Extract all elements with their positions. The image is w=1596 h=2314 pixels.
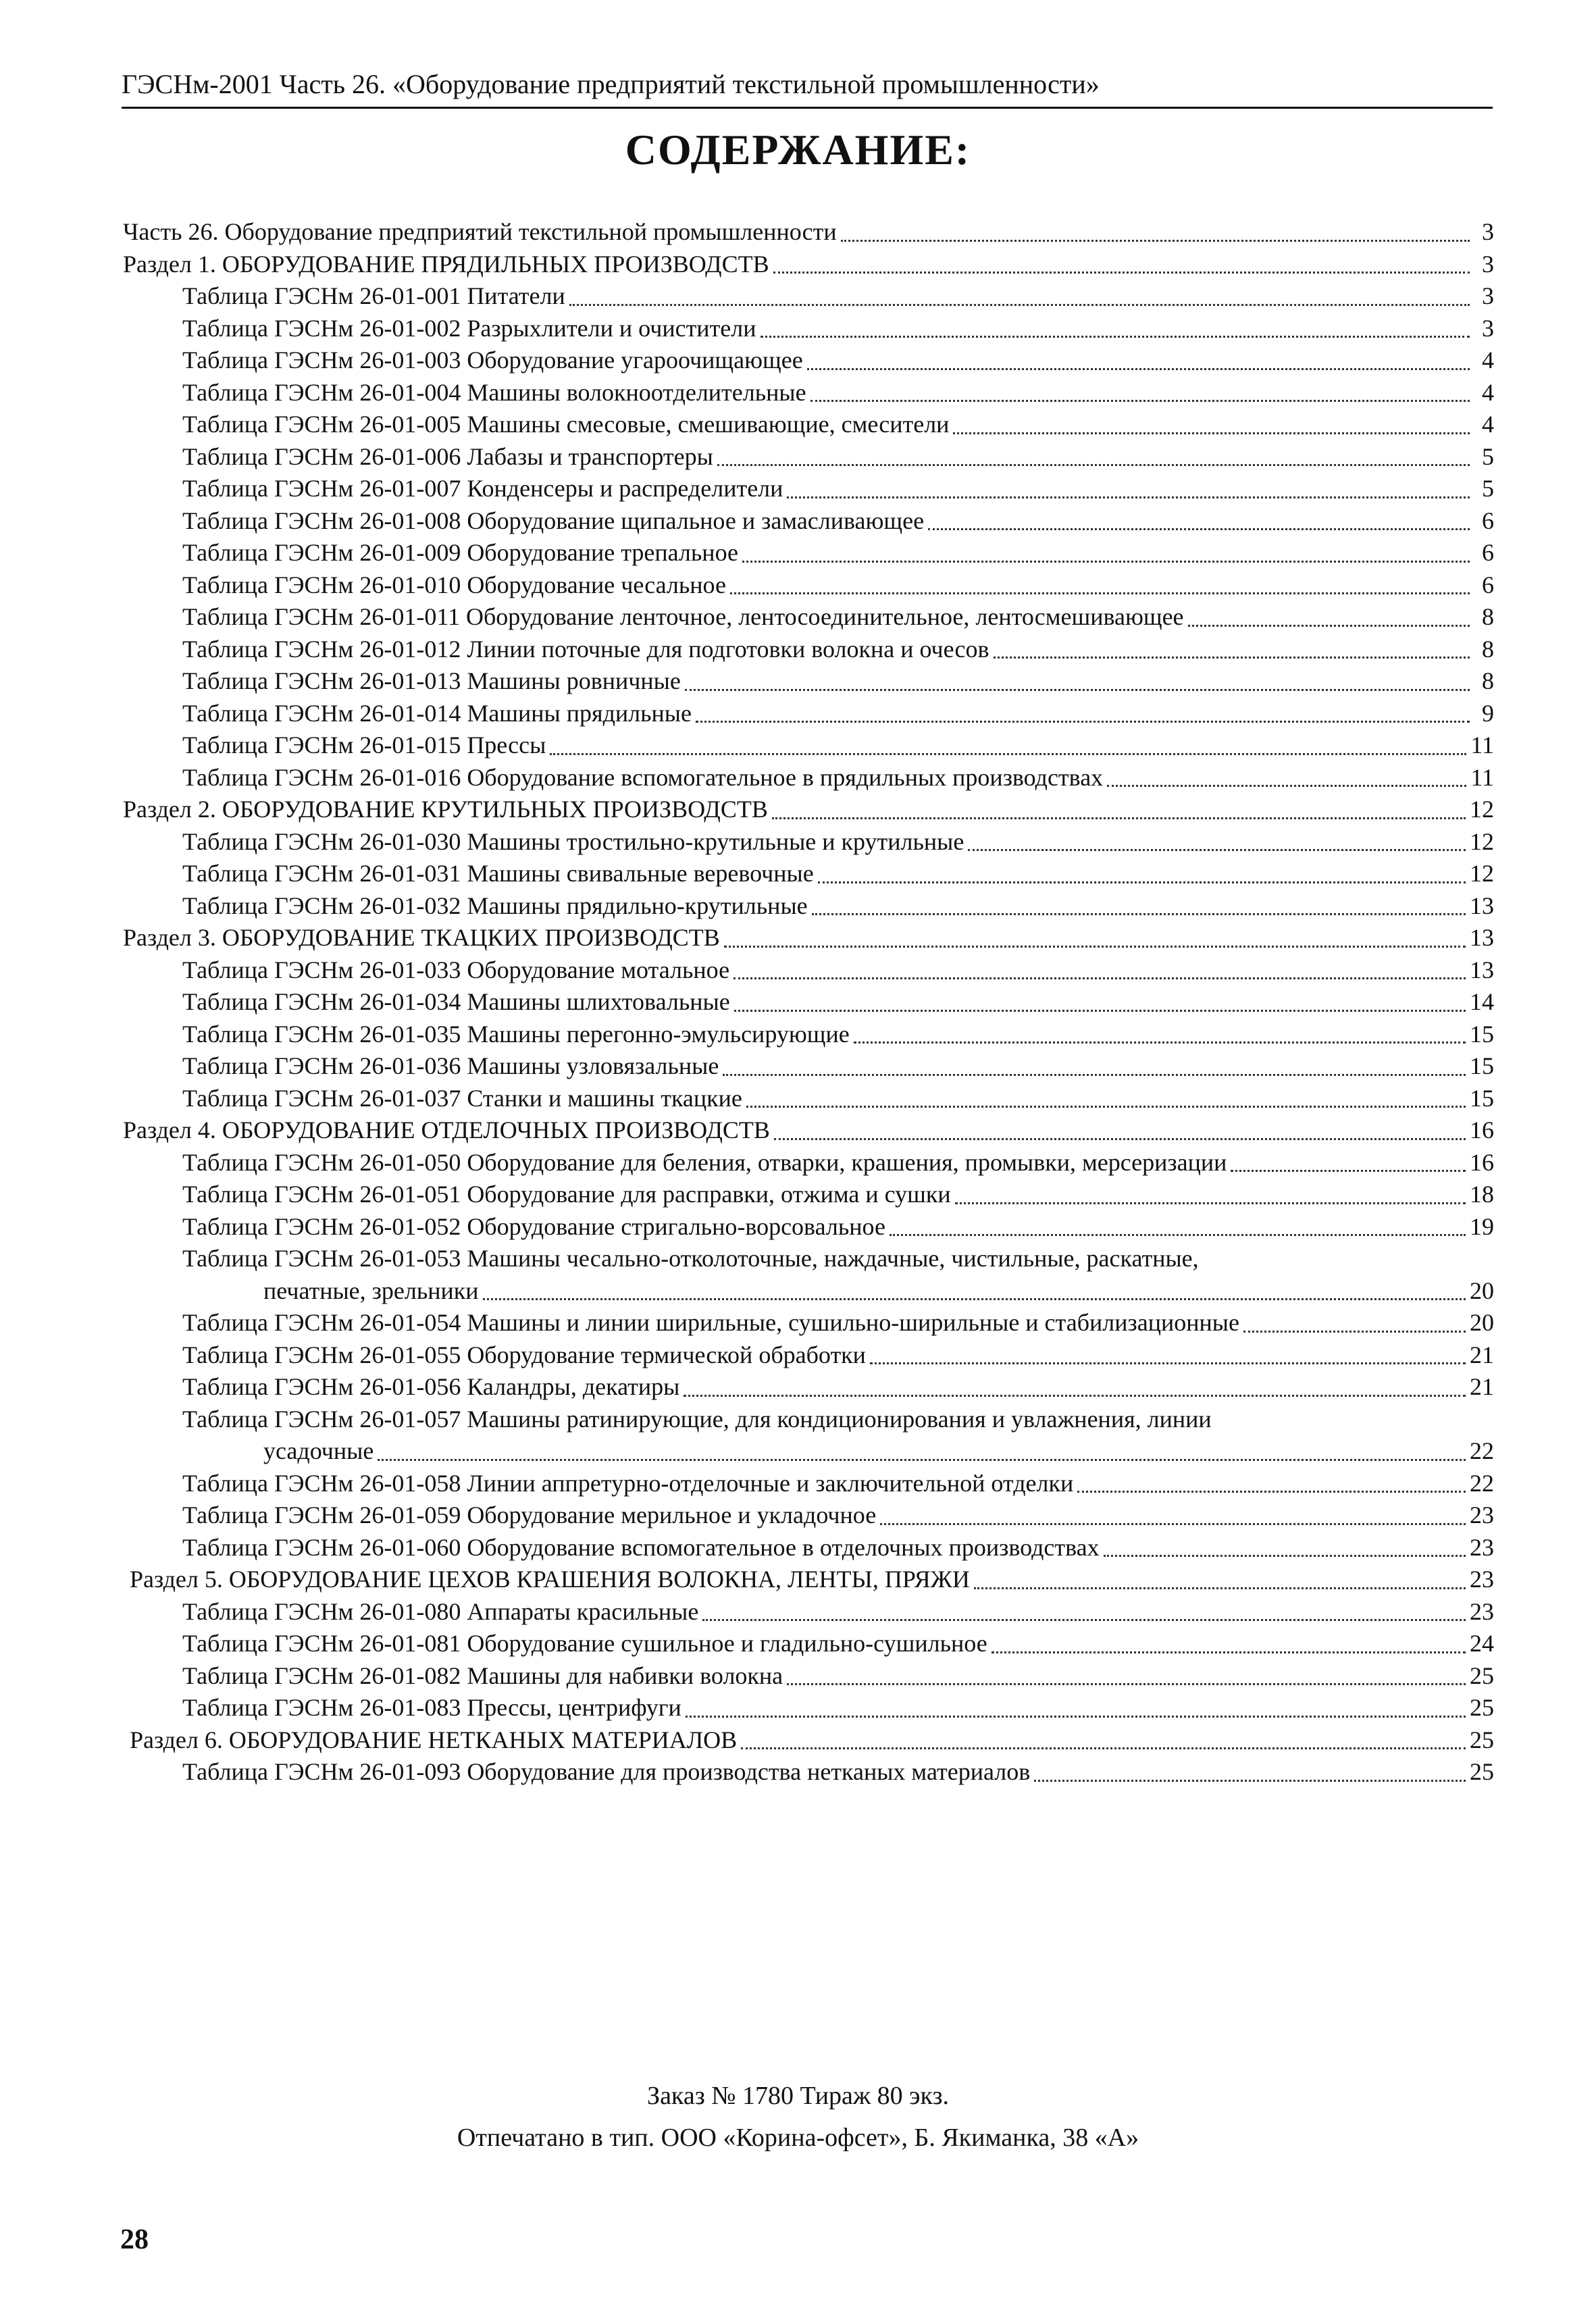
toc-entry-text: Таблица ГЭСНм 26-01-012 Линии поточные для подготовки волокна и очесов [182,635,989,663]
toc-entry-text: Таблица ГЭСНм 26-01-052 Оборудование стригально-ворсовальное [182,1212,885,1240]
dot-leader [807,368,1470,370]
toc-entry[interactable] [123,858,1494,890]
dot-leader [685,689,1470,691]
toc-entry-text: Таблица ГЭСНм 26-01-083 Прессы, центрифуги [182,1694,681,1721]
toc-entry-text: Таблица ГЭСНм 26-01-081 Оборудование сушильное и гладильно-сушильное [182,1630,987,1657]
toc-entry-text: Таблица ГЭСНм 26-01-036 Машины узловязальные [182,1052,719,1079]
dot-leader [928,528,1470,530]
toc-page-number: 12 [1470,860,1494,887]
toc-page-number: 15 [1470,1084,1494,1112]
dot-leader [1231,1170,1466,1172]
dot-leader [696,721,1470,723]
toc-page-number: 5 [1482,442,1494,470]
toc-page-number: 6 [1482,539,1494,566]
toc-page-number: 20 [1470,1309,1494,1336]
toc-entry-text: Раздел 4. ОБОРУДОВАНИЕ ОТДЕЛОЧНЫХ ПРОИЗВОДСТВ [123,1116,770,1143]
toc-entry[interactable] [123,1756,1494,1789]
toc-entry[interactable] [123,537,1494,569]
toc-section-entry[interactable] [123,1114,1494,1147]
toc-page-number: 6 [1482,507,1494,534]
toc-page-number: 20 [1470,1277,1494,1304]
toc-page-number: 16 [1470,1148,1494,1176]
toc-page-number: 15 [1470,1052,1494,1079]
dot-leader [1188,625,1470,627]
dot-leader [992,1651,1466,1653]
toc-entry-text: Таблица ГЭСНм 26-01-058 Линии аппретурно-отделочные и заключительной отделки [182,1469,1074,1497]
dot-leader [787,496,1470,498]
toc-page-number: 25 [1470,1726,1494,1753]
toc-page-number: 8 [1482,667,1494,694]
toc-entry-text: Таблица ГЭСНм 26-01-060 Оборудование вспомогательное в отделочных производствах [182,1533,1100,1561]
toc-page-number: 19 [1470,1212,1494,1240]
toc-page-number: 8 [1482,635,1494,663]
dot-leader [955,1202,1466,1204]
toc-page-number: 23 [1470,1566,1494,1593]
dot-leader [810,400,1470,402]
toc-entry-text: Таблица ГЭСНм 26-01-031 Машины свивальные веревочные [182,860,814,887]
toc-entry[interactable] [123,890,1494,923]
toc-entry[interactable] [123,1019,1494,1051]
page-number: 28 [120,2224,149,2255]
toc-entry[interactable] [123,665,1494,698]
toc-entry[interactable] [123,1050,1494,1083]
toc-entry-text: Таблица ГЭСНм 26-01-008 Оборудование щипальное и замасливающее [182,507,925,534]
toc-entry-text: Раздел 3. ОБОРУДОВАНИЕ ТКАЦКИХ ПРОИЗВОДСТВ [123,924,720,951]
toc-entry-text: Таблица ГЭСНм 26-01-055 Оборудование термической обработки [182,1341,866,1368]
toc-entry[interactable] [123,473,1494,505]
toc-entry-text: Таблица ГЭСНм 26-01-002 Разрыхлители и очистители [182,314,756,342]
toc-page-number: 13 [1470,956,1494,983]
dot-leader [686,1716,1466,1718]
toc-entry[interactable] [123,1499,1494,1532]
toc-page-number: 14 [1470,988,1494,1015]
running-title: ГЭСНм-2001 Часть 26. «Оборудование предприятий текстильной промышленности» [122,69,1100,99]
toc-page-number: 13 [1470,924,1494,951]
toc-entry-text: Таблица ГЭСНм 26-01-010 Оборудование чесальное [182,571,726,598]
dot-leader [1104,1555,1466,1557]
dot-leader [1034,1780,1466,1782]
dot-leader [1077,1491,1466,1493]
toc-entry-text: Таблица ГЭСНм 26-01-004 Машины волокноотделительные [182,378,806,406]
toc-page-number: 16 [1470,1116,1494,1143]
dot-leader [994,657,1470,659]
toc-entry-text: Таблица ГЭСНм 26-01-009 Оборудование трепальное [182,539,738,566]
toc-section-entry[interactable] [123,249,1494,281]
toc-page-number: 23 [1470,1533,1494,1561]
toc-entry-text: Таблица ГЭСНм 26-01-003 Оборудование угароочищающее [182,346,803,374]
toc-entry[interactable] [123,698,1494,730]
toc-page-number: 24 [1470,1630,1494,1657]
toc-entry-text: Таблица ГЭСНм 26-01-006 Лабазы и транспортеры [182,442,713,470]
dot-leader [723,1074,1466,1076]
dot-leader [1107,785,1466,787]
dot-leader [550,753,1466,755]
toc-page-number: 25 [1470,1758,1494,1785]
toc-page-number: 23 [1470,1597,1494,1625]
toc-entry-text: Таблица ГЭСНм 26-01-051 Оборудование для расправки, отжима и сушки [182,1181,951,1208]
toc-entry[interactable] [123,762,1494,794]
toc-entry[interactable] [123,729,1494,762]
toc-page-number: 18 [1470,1181,1494,1208]
dot-leader [772,817,1466,819]
toc-page-number: 25 [1470,1662,1494,1689]
dot-leader [761,336,1470,338]
toc-entry-text: Таблица ГЭСНм 26-01-056 Каландры, декатиры [182,1373,680,1400]
toc-entry-text: Раздел 2. ОБОРУДОВАНИЕ КРУТИЛЬНЫХ ПРОИЗВОДСТВ [123,796,768,823]
toc-entry[interactable] [123,1596,1494,1628]
toc-entry-text: Таблица ГЭСНм 26-01-093 Оборудование для производства нетканых материалов [182,1758,1031,1785]
toc-entry-text: Раздел 5. ОБОРУДОВАНИЕ ЦЕХОВ КРАШЕНИЯ ВОЛОКНА, ЛЕНТЫ, ПРЯЖИ [130,1566,970,1593]
toc-entry[interactable] [123,377,1494,409]
toc-page-number: 5 [1482,475,1494,502]
toc-entry[interactable] [123,1660,1494,1693]
toc-page-number: 22 [1470,1469,1494,1497]
toc-page-number: 4 [1482,411,1494,438]
dot-leader [841,240,1470,242]
toc-entry[interactable] [123,1532,1494,1564]
toc-page-number: 21 [1470,1341,1494,1368]
dot-leader [730,592,1470,594]
toc-entry[interactable] [123,1211,1494,1243]
dot-leader [953,432,1470,434]
toc-page-number: 23 [1470,1501,1494,1528]
toc-entry-text: Таблица ГЭСНм 26-01-007 Конденсеры и распределители [182,475,783,502]
dot-leader [741,1747,1466,1749]
dot-leader [684,1395,1466,1397]
dot-leader [742,561,1470,563]
toc-entry[interactable] [123,505,1494,538]
toc-entry-text: Таблица ГЭСНм 26-01-034 Машины шлихтовальные [182,988,730,1015]
page-title: СОДЕРЖАНИЕ: [625,126,971,174]
toc-page-number: 3 [1482,218,1494,245]
toc-entry-text: Таблица ГЭСНм 26-01-053 Машины чесально-отколоточные, наждачные, чистильные, раскатные, [182,1245,1199,1272]
toc-entry-text: Таблица ГЭСНм 26-01-013 Машины ровничные [182,667,681,694]
toc-entry-text: Таблица ГЭСНм 26-01-082 Машины для набивки волокна [182,1662,783,1689]
dot-leader [569,304,1470,306]
toc-page-number: 12 [1470,796,1494,823]
toc-entry-text-continued: усадочные [263,1437,374,1464]
toc-entry-text: Раздел 6. ОБОРУДОВАНИЕ НЕТКАНЫХ МАТЕРИАЛОВ [130,1726,738,1753]
toc-entry[interactable] [123,1307,1494,1339]
toc-page-number: 3 [1482,250,1494,278]
toc-entry-text: Таблица ГЭСНм 26-01-059 Оборудование мерильное и укладочное [182,1501,877,1528]
dot-leader [774,1138,1466,1140]
toc-section-entry[interactable] [123,1724,1494,1757]
toc-page-number: 12 [1470,827,1494,855]
dot-leader [734,1010,1466,1012]
toc-entry[interactable] [123,1179,1494,1211]
toc-entry[interactable] [123,1468,1494,1500]
toc-page-number: 25 [1470,1694,1494,1721]
table-of-contents [123,216,1494,1789]
dot-leader [974,1587,1466,1589]
toc-entry[interactable] [123,1404,1494,1468]
toc-page-number: 11 [1470,731,1494,759]
dot-leader [773,272,1470,274]
toc-entry-text: Таблица ГЭСНм 26-01-005 Машины смесовые, смешивающие, смесители [182,411,950,438]
toc-entry-text: Таблица ГЭСНм 26-01-016 Оборудование вспомогательное в прядильных производствах [182,763,1104,791]
toc-entry[interactable] [123,441,1494,473]
toc-page-number: 21 [1470,1373,1494,1400]
dot-leader [854,1042,1466,1044]
dot-leader [968,849,1466,851]
dot-leader [1243,1331,1466,1333]
dot-leader [880,1523,1466,1525]
dot-leader [483,1298,1466,1300]
toc-entry[interactable] [123,1147,1494,1179]
toc-entry-text: Таблица ГЭСНм 26-01-050 Оборудование для беления, отварки, крашения, промывки, мерсеризации [182,1148,1227,1176]
toc-page-number: 6 [1482,571,1494,598]
toc-entry[interactable] [123,634,1494,666]
toc-section-entry[interactable] [123,216,1494,249]
toc-entry-text: Таблица ГЭСНм 26-01-037 Станки и машины ткацкие [182,1084,742,1112]
imprint [0,2075,1596,2159]
toc-entry-text: Таблица ГЭСНм 26-01-080 Аппараты красильные [182,1597,699,1625]
toc-entry-text: Таблица ГЭСНм 26-01-035 Машины перегонно-эмульсирующие [182,1020,850,1048]
dot-leader [812,913,1466,915]
toc-entry-text: Таблица ГЭСНм 26-01-057 Машины ратинирующие, для кондиционирования и увлажнения, линии [182,1405,1212,1433]
toc-entry-text: Таблица ГЭСНм 26-01-033 Оборудование мотальное [182,956,730,983]
toc-entry[interactable] [123,313,1494,345]
dot-leader [724,946,1466,948]
toc-entry-text: Часть 26. Оборудование предприятий текстильной промышленности [123,218,837,245]
toc-section-entry[interactable] [123,922,1494,954]
toc-entry[interactable] [123,1692,1494,1724]
toc-entry-text: Таблица ГЭСНм 26-01-015 Прессы [182,731,546,759]
toc-entry[interactable] [123,1628,1494,1660]
dot-leader [787,1683,1466,1685]
toc-entry[interactable] [123,569,1494,602]
dot-leader [890,1234,1466,1236]
toc-page-number: 11 [1470,763,1494,791]
toc-page-number: 15 [1470,1020,1494,1048]
toc-entry-text: Таблица ГЭСНм 26-01-014 Машины прядильные [182,699,692,727]
toc-entry-text-continued: печатные, зрельники [263,1277,479,1304]
toc-page-number: 4 [1482,378,1494,406]
toc-page-number: 3 [1482,282,1494,309]
toc-entry-text: Таблица ГЭСНм 26-01-011 Оборудование ленточное, лентосоединительное, лентосмешивающее [182,603,1184,630]
toc-entry-text: Таблица ГЭСНм 26-01-030 Машины тростильно-крутильные и крутильные [182,827,964,855]
toc-entry[interactable] [123,344,1494,377]
toc-section-entry[interactable] [123,1564,1494,1596]
toc-entry[interactable] [123,1339,1494,1372]
dot-leader [818,881,1466,883]
toc-section-entry[interactable] [123,794,1494,826]
dot-leader [378,1459,1466,1461]
running-header [122,68,1493,109]
toc-entry-text: Таблица ГЭСНм 26-01-032 Машины прядильно-крутильные [182,892,808,919]
dot-leader [733,977,1466,979]
toc-entry-text: Таблица ГЭСНм 26-01-054 Машины и линии ширильные, сушильно-ширильные и стабилизационные [182,1309,1239,1336]
imprint-order-line: Заказ № 1780 Тираж 80 экз. [647,2082,949,2110]
toc-page-number: 8 [1482,603,1494,630]
toc-entry[interactable] [123,1243,1494,1307]
toc-page-number: 3 [1482,314,1494,342]
dot-leader [746,1106,1466,1108]
toc-entry[interactable] [123,954,1494,987]
toc-entry-text: Раздел 1. ОБОРУДОВАНИЕ ПРЯДИЛЬНЫХ ПРОИЗВОДСТВ [123,250,769,278]
toc-entry[interactable] [123,1371,1494,1404]
toc-page-number: 22 [1470,1437,1494,1464]
toc-page-number: 9 [1482,699,1494,727]
dot-leader [702,1619,1466,1621]
toc-entry[interactable] [123,826,1494,858]
toc-entry[interactable] [123,280,1494,313]
toc-page-number: 13 [1470,892,1494,919]
dot-leader [717,464,1470,466]
imprint-printer-line: Отпечатано в тип. ООО «Корина-офсет», Б. Якиманка, 38 «А» [457,2124,1139,2152]
toc-entry[interactable] [123,601,1494,634]
toc-entry-text: Таблица ГЭСНм 26-01-001 Питатели [182,282,565,309]
toc-entry[interactable] [123,409,1494,441]
dot-leader [870,1362,1466,1364]
toc-entry[interactable] [123,1083,1494,1115]
toc-entry[interactable] [123,986,1494,1019]
toc-page-number: 4 [1482,346,1494,374]
